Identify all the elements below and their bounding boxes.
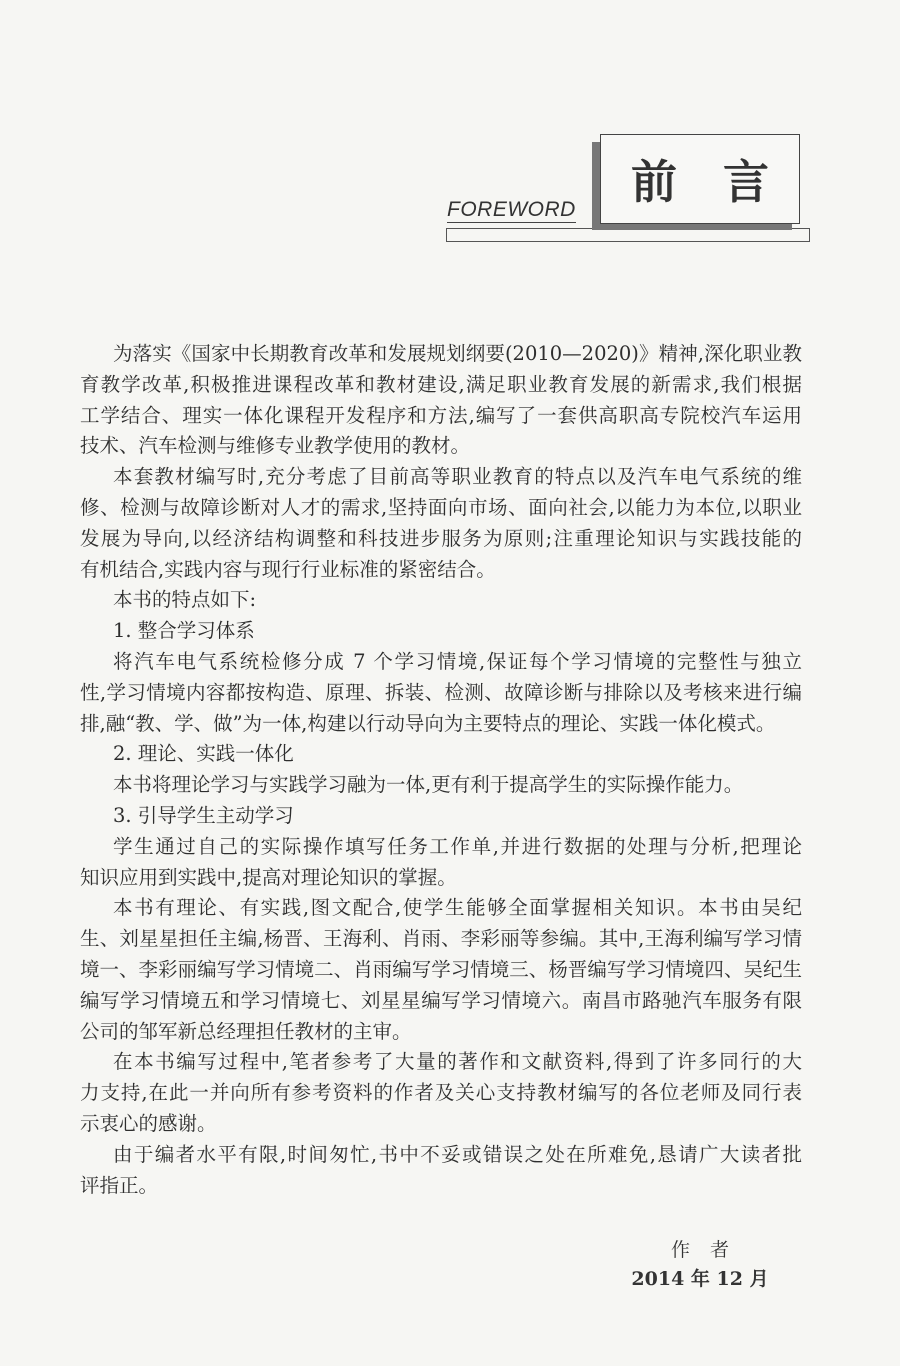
text-line: 性,学习情境内容都按构造、原理、拆装、检测、故障诊断与排除以及考核来进行编 (80, 680, 802, 704)
foreword-body (80, 339, 802, 1201)
text-line: 在本书编写过程中,笔者参考了大量的著作和文献资料,得到了许多同行的大 (113, 1050, 802, 1074)
text-line: 学生通过自己的实际操作填写任务工作单,并进行数据的处理与分析,把理论 (113, 834, 802, 858)
signature-date: 2014 年 12 月 (631, 1268, 769, 1290)
text-line: 排,融“教、学、做”为一体,构建以行动导向为主要特点的理论、实践一体化模式。 (80, 711, 776, 735)
text-line: 知识应用到实践中,提高对理论知识的掌握。 (80, 865, 457, 889)
text-line: 为落实《国家中长期教育改革和发展规划纲要(2010—2020)》精神,深化职业教 (113, 342, 802, 365)
text-line: 本书有理论、有实践,图文配合,使学生能够全面掌握相关知识。本书由吴纪 (113, 896, 802, 920)
text-line: 境一、李彩丽编写学习情境二、肖雨编写学习情境三、杨晋编写学习情境四、吴纪生 (80, 957, 802, 981)
text-line: 发展为导向,以经济结构调整和科技进步服务为原则;注重理论知识与实践技能的 (80, 526, 802, 550)
text-line: 评指正。 (80, 1173, 159, 1197)
text-line: 技术、汽车检测与维修专业教学使用的教材。 (80, 434, 471, 458)
text-line: 修、检测与故障诊断对人才的需求,坚持面向市场、面向社会,以能力为本位,以职业 (80, 495, 802, 519)
text-line: 3. 引导学生主动学习 (113, 803, 294, 827)
text-line: 有机结合,实践内容与现行行业标准的紧密结合。 (80, 557, 496, 581)
text-line: 由于编者水平有限,时间匆忙,书中不妥或错误之处在所难免,恳请广大读者批 (113, 1142, 802, 1166)
text-line: 将汽车电气系统检修分成 7 个学习情境,保证每个学习情境的完整性与独立 (113, 649, 802, 673)
text-line: 编写学习情境五和学习情境七、刘星星编写学习情境六。南昌市路驰汽车服务有限 (80, 988, 802, 1012)
text-line: 示衷心的感谢。 (80, 1111, 217, 1135)
text-line: 本书将理论学习与实践学习融为一体,更有利于提高学生的实际操作能力。 (113, 773, 744, 797)
text-line: 公司的邹军新总经理担任教材的主审。 (80, 1019, 412, 1043)
signature-block (630, 1236, 770, 1294)
text-line: 力支持,在此一并向所有参考资料的作者及关心支持教材编写的各位老师及同行表 (80, 1081, 802, 1105)
text-line: 2. 理论、实践一体化 (113, 742, 294, 766)
text-line: 工学结合、理实一体化课程开发程序和方法,编写了一套供高职高专院校汽车运用 (80, 403, 802, 427)
text-line: 育教学改革,积极推进课程改革和教材建设,满足职业教育发展的新需求,我们根据 (80, 372, 802, 396)
header-title-box (600, 134, 815, 224)
text-line: 本书的特点如下: (113, 588, 257, 612)
page-title: 前言 (631, 155, 815, 209)
page-subtitle: FOREWORD (447, 198, 576, 221)
text-line: 本套教材编写时,充分考虑了目前高等职业教育的特点以及汽车电气系统的维 (113, 465, 802, 489)
text-line: 1. 整合学习体系 (113, 619, 255, 643)
text-line: 生、刘星星担任主编,杨晋、王海利、肖雨、李彩丽等参编。其中,王海利编写学习情 (80, 927, 802, 951)
header-underline-bar (446, 228, 810, 242)
signature-author: 作者 (670, 1239, 749, 1261)
